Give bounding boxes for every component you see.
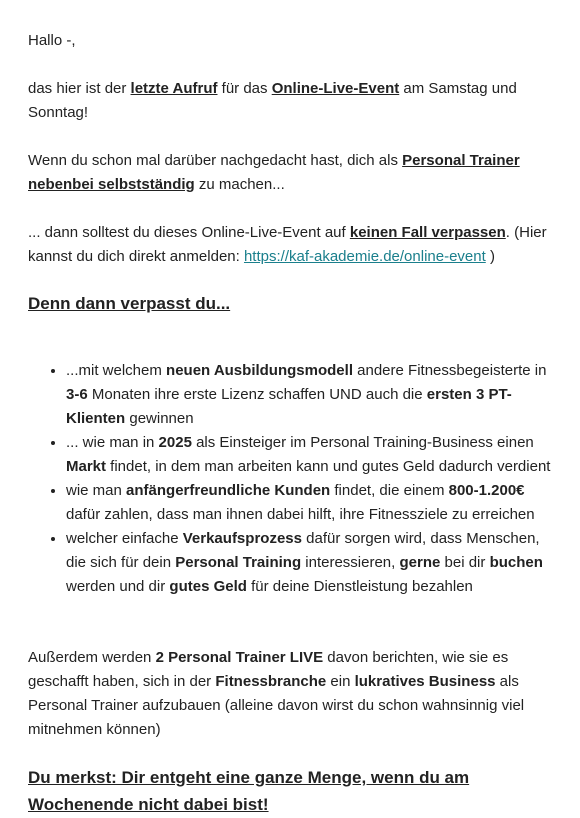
paragraph-personal-trainer	[28, 149, 552, 197]
text: am Samstag und Sonntag!	[28, 80, 517, 121]
highlight-event-name: Online-Live-Event	[271, 80, 400, 97]
text: zu machen...	[194, 176, 285, 193]
text: das hier ist der	[28, 80, 131, 97]
text: . (Hier kannst du dich direkt anmelden:	[28, 224, 547, 265]
text: ... dann solltest du dieses Online-Live-Event auf	[28, 224, 350, 241]
list-item: • ...mit welchem neuen Ausbildungsmodell andere Fitnessbegeisterte in 3-6 Monaten ihre erste Lizenz schaffen UND auch die ersten 3 PT-Klienten gewinnen	[66, 359, 552, 431]
closing-heading: Du merkst: Dir entgeht eine ganze Menge, wenn du am Wochenende nicht dabei bist!	[28, 768, 470, 814]
benefit-list	[28, 359, 552, 599]
paragraph-last-call	[28, 77, 552, 125]
text: )	[485, 248, 495, 265]
greeting: Hallo -,	[28, 32, 76, 49]
paragraph-dont-miss	[28, 221, 552, 269]
list-item: • wie man anfängerfreundliche Kunden findet, die einem 800-1.200€ dafür zahlen, dass man ihnen dabei hilft, ihre Fitnessziele zu erreichen	[66, 479, 552, 527]
text: für das	[217, 80, 272, 97]
section-heading-you-miss: Denn dann verpasst du...	[28, 294, 231, 313]
paragraph-live-trainers: Außerdem werden 2 Personal Trainer LIVE davon berichten, wie sie es geschafft haben, sich in der Fitnessbranche ein lukratives Business als Personal Trainer aufzubauen (alleine davon wirst du schon wahnsinnig viel mitnehmen können)	[28, 649, 525, 738]
text: Wenn du schon mal darüber nachgedacht hast, dich als	[28, 152, 403, 169]
list-item: • ... wie man in 2025 als Einsteiger im Personal Training-Business einen Markt findet, in dem man arbeiten kann und gutes Geld dadurch verdient	[66, 431, 552, 479]
highlight-dont-miss: keinen Fall verpassen	[349, 224, 506, 241]
highlight-last-call: letzte Aufruf	[130, 80, 218, 97]
highlight-personal-trainer: Personal Trainer nebenbei selbstständig	[28, 152, 520, 193]
list-item: • welcher einfache Verkaufsprozess dafür sorgen wird, dass Menschen, die sich für dein Personal Training interessieren, gerne bei dir buchen werden und dir gutes Geld für deine Dienstleistung bezahlen	[66, 527, 552, 599]
registration-link[interactable]: https://kaf-akademie.de/online-event	[243, 248, 486, 265]
